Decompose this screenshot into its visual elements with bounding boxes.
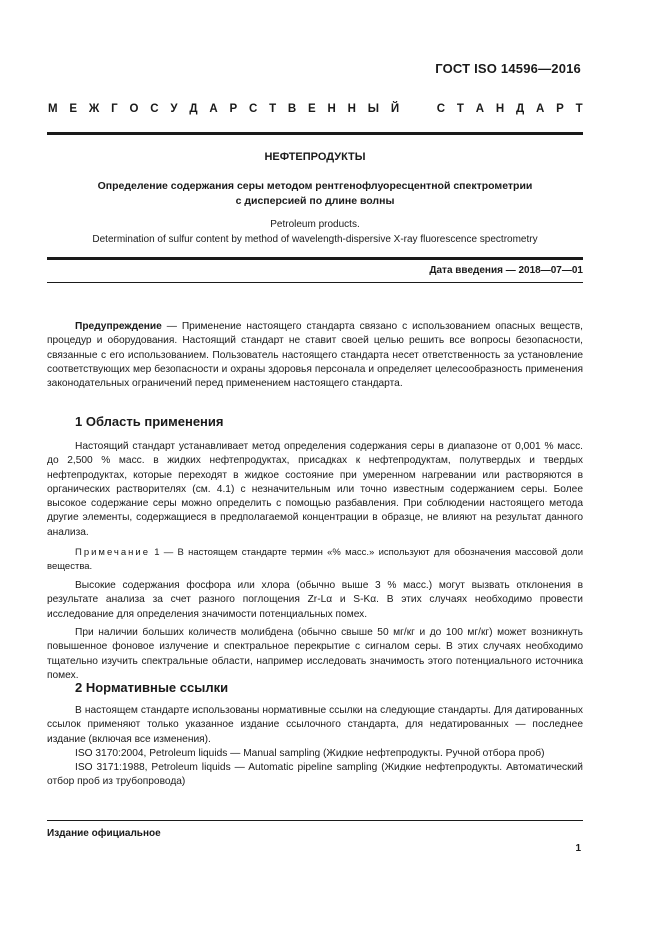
- banner-letter: М: [48, 103, 58, 115]
- section-2-heading: 2 Нормативные ссылки: [75, 680, 229, 695]
- banner-letter: А: [475, 103, 485, 115]
- banner-letter: В: [287, 103, 297, 115]
- banner-letter: Ы: [367, 103, 380, 115]
- banner-letter: Н: [327, 103, 336, 115]
- warning-block: [47, 320, 583, 391]
- banner-letter: Е: [308, 103, 316, 115]
- banner-letter: Р: [556, 103, 564, 115]
- title-rule: [47, 257, 583, 260]
- banner-letter: Т: [575, 103, 583, 115]
- banner-letter: Д: [515, 103, 525, 115]
- banner-rule: [47, 132, 583, 135]
- subtitle-line: с дисперсией по длине волны: [235, 195, 395, 207]
- section-1-paragraph: Высокие содержания фосфора или хлора (обычно выше 3 % масс.) могут вызвать отклонения в результате анализа за счет разного поглощения Zr-Lα и S-Kα. В этих случаях необходимо провести исследование для определения значимости потенциальных помех.: [47, 580, 583, 620]
- banner-letter: С: [150, 103, 159, 115]
- section-1-paragraph: При наличии больших количеств молибдена (обычно свыше 50 мг/кг и до 100 мг/кг) может возникнуть повышенное фоновое излучение и спектральное перекрытие с сигналом серы. В этих случаях необходимо тщательно изучить спектральные области, например исследовать значимость этого потенциального источника помех.: [47, 626, 583, 681]
- note-text: 1 — В настоящем стандарте термин «% масс.» используют для обозначения массовой доли вещества.: [47, 547, 583, 572]
- banner-letter: Г: [111, 103, 118, 115]
- warning-text: — Применение настоящего стандарта связано с использованием опасных веществ, процедур и оборудования. Настоящий стандарт не ставит своей целью решить все вопросы безопасности, связанные с его использованием. Пользователь настоящего стандарта несет ответственность за установление соответствующих мер безопасности и охраны здоровья персонала и определяет целесообразность применения законодательных ограничений перед применением настоящего стандарта.: [47, 321, 583, 390]
- banner-letter: Ж: [88, 103, 100, 115]
- banner-letter: Т: [456, 103, 464, 115]
- english-title-line: Determination of sulfur content by method of wavelength-dispersive X-ray fluorescence spectrometry: [92, 234, 538, 245]
- banner-letter: А: [535, 103, 545, 115]
- page-number: 1: [575, 843, 581, 854]
- banner-letter: А: [209, 103, 218, 115]
- note-label: Примечание: [75, 547, 150, 559]
- normative-reference: ISO 3171:1988, Petroleum liquids — Automatic pipeline sampling (Жидкие нефтепродукты. Автоматический отбор проб из трубопровода): [47, 762, 583, 788]
- note-1: [47, 546, 583, 573]
- english-title-line: Petroleum products.: [270, 219, 360, 230]
- section-2-body: [47, 704, 583, 790]
- banner-letter: Р: [229, 103, 238, 115]
- english-title: [47, 217, 583, 247]
- banner-letter: О: [129, 103, 139, 115]
- official-edition-label: Издание официальное: [47, 828, 161, 839]
- warning-label: Предупреждение: [75, 321, 162, 332]
- subtitle-line: Определение содержания серы методом рентгенофлуоресцентной спектрометрии: [97, 180, 533, 192]
- normative-reference: ISO 3170:2004, Petroleum liquids — Manual sampling (Жидкие нефтепродукты. Ручной отбора проб): [75, 747, 545, 759]
- banner-letter: Е: [69, 103, 78, 115]
- interstate-standard-banner: [48, 103, 583, 115]
- warning-paragraph: [47, 320, 583, 391]
- footer-rule: [47, 820, 583, 821]
- section-1-body: [47, 440, 583, 683]
- document-title: НЕФТЕПРОДУКТЫ: [264, 151, 366, 163]
- section-2-paragraph: В настоящем стандарте использованы нормативные ссылки на следующие стандарты. Для датированных ссылок применяют только указанное издание ссылочного стандарта, для недатированных — последнее издание (включая все изменения).: [47, 705, 583, 745]
- banner-letter: С: [248, 103, 258, 115]
- introduction-date: Дата введения — 2018—07—01: [429, 265, 583, 276]
- section-1-heading: 1 Область применения: [75, 414, 224, 429]
- document-subtitle: [47, 179, 583, 209]
- banner-letter: Т: [269, 103, 277, 115]
- banner-letter: Д: [189, 103, 198, 115]
- banner-letter: Н: [347, 103, 356, 115]
- section-1-paragraph: Настоящий стандарт устанавливает метод определения содержания серы в диапазоне от 0,001 % масс. до 2,500 % масс. в жидких нефтепродуктах, присадках к нефтепродуктам, полутвердых и твердых нефтепродуктах, которые переходят в жидкое состояние при умеренном нагревании или растворяются в органических растворителях (см. 4.1) с незначительным или точно известным содержанием серы. Более высокое содержание серы можно определить с помощью разбавления. При соблюдении настоящего метода другие элементы, содержащиеся в предполагаемой концентрации в образце, не влияют на результат данного анализа.: [47, 441, 583, 538]
- standard-number: ГОСТ ISO 14596—2016: [435, 61, 581, 76]
- banner-letter: У: [170, 103, 178, 115]
- banner-letter: Н: [495, 103, 505, 115]
- banner-letter: С: [436, 103, 446, 115]
- date-rule: [47, 282, 583, 283]
- banner-letter: Й: [390, 103, 400, 115]
